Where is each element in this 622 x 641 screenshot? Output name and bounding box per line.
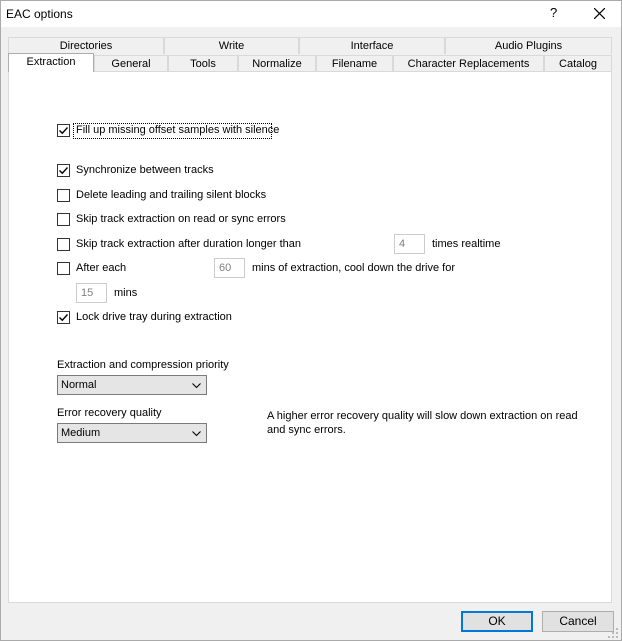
fill-up-offset-label[interactable]: Fill up missing offset samples with silence — [76, 124, 280, 136]
skip-after-duration-label[interactable]: Skip track extraction after duration longer than — [76, 238, 302, 250]
delete-silent-checkbox[interactable] — [57, 189, 70, 202]
lock-tray-label[interactable]: Lock drive tray during extraction — [76, 311, 232, 323]
extraction-panel — [8, 71, 612, 603]
cancel-button[interactable]: Cancel — [542, 611, 614, 632]
priority-select[interactable] — [57, 375, 207, 395]
tab-audio-plugins[interactable]: Audio Plugins — [445, 37, 612, 54]
close-button[interactable] — [584, 1, 614, 27]
checkmark-icon — [59, 313, 68, 322]
checkmark-icon — [59, 166, 68, 175]
priority-value: Normal — [61, 379, 97, 391]
cooldown-description: mins of extraction, cool down the drive for — [252, 262, 455, 274]
tab-general[interactable]: General — [94, 55, 168, 72]
tab-filename[interactable]: Filename — [316, 55, 393, 72]
help-button[interactable]: ? — [550, 5, 558, 20]
skip-after-duration-checkbox[interactable] — [57, 238, 70, 251]
error-recovery-note-line2: and sync errors. — [267, 424, 346, 436]
tab-catalog[interactable]: Catalog — [544, 55, 612, 72]
priority-label: Extraction and compression priority — [57, 359, 229, 371]
window-title: EAC options — [6, 7, 73, 21]
sync-tracks-checkbox[interactable] — [57, 164, 70, 177]
cooldown-minutes-input[interactable]: 15 — [76, 283, 107, 303]
resize-grip-icon[interactable] — [608, 628, 618, 638]
title-bar — [1, 1, 621, 27]
tab-normalize[interactable]: Normalize — [238, 55, 316, 72]
close-icon — [594, 8, 605, 19]
tab-write[interactable]: Write — [164, 37, 299, 54]
skip-on-errors-label[interactable]: Skip track extraction on read or sync errors — [76, 213, 286, 225]
realtime-multiplier-input[interactable]: 4 — [394, 234, 425, 254]
cooldown-checkbox[interactable] — [57, 262, 70, 275]
skip-on-errors-checkbox[interactable] — [57, 213, 70, 226]
cooldown-label[interactable]: After each — [76, 262, 127, 274]
error-recovery-label: Error recovery quality — [57, 407, 162, 419]
error-recovery-select[interactable] — [57, 423, 207, 443]
chevron-down-icon — [192, 383, 201, 389]
lock-tray-checkbox[interactable] — [57, 311, 70, 324]
sync-tracks-label[interactable]: Synchronize between tracks — [76, 164, 214, 176]
tab-character-replacements[interactable]: Character Replacements — [393, 55, 544, 72]
tab-interface[interactable]: Interface — [299, 37, 445, 54]
times-realtime-label: times realtime — [432, 238, 501, 250]
fill-up-offset-checkbox[interactable] — [57, 124, 70, 137]
tab-directories[interactable]: Directories — [8, 37, 164, 54]
ok-button[interactable]: OK — [461, 611, 533, 632]
tab-extraction[interactable]: Extraction — [8, 53, 94, 72]
tab-tools[interactable]: Tools — [168, 55, 238, 72]
delete-silent-label[interactable]: Delete leading and trailing silent blocks — [76, 189, 267, 201]
checkmark-icon — [59, 126, 68, 135]
error-recovery-value: Medium — [61, 427, 101, 439]
extraction-minutes-input[interactable]: 60 — [214, 258, 245, 278]
error-recovery-note-line1: A higher error recovery quality will slow down extraction on read — [267, 410, 578, 422]
mins-label: mins — [114, 287, 138, 299]
chevron-down-icon — [192, 431, 201, 437]
